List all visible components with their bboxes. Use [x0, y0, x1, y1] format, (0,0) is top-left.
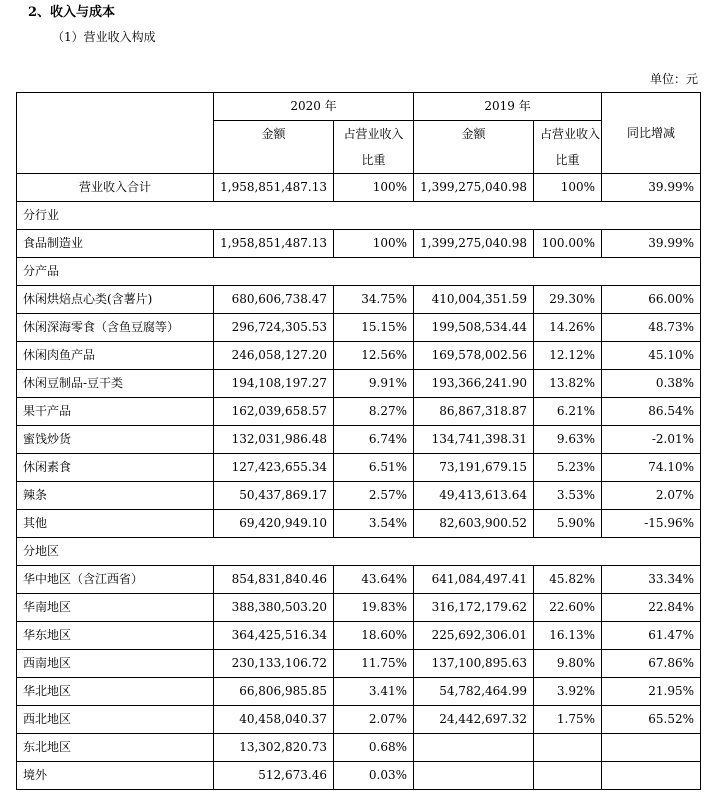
table-body — [17, 174, 701, 790]
row-label: 营业收入合计 — [17, 174, 214, 202]
table-row — [17, 678, 701, 706]
amount-2019: 1,399,275,040.98 — [414, 174, 534, 202]
ratio-2019: 13.82% — [534, 370, 602, 398]
table-row — [17, 370, 701, 398]
growth-rate: 0.38% — [602, 370, 701, 398]
ratio-2020: 3.41% — [334, 678, 414, 706]
ratio-2019: 3.53% — [534, 482, 602, 510]
ratio-2020: 8.27% — [334, 398, 414, 426]
amount-2019: 316,172,179.62 — [414, 594, 534, 622]
header-ratio-2019 — [534, 121, 602, 174]
ratio-2019: 29.30% — [534, 286, 602, 314]
header-year-2020: 2020 年 — [214, 93, 414, 121]
unit-label: 单位：元 — [649, 72, 698, 86]
table-row — [17, 314, 701, 342]
header-amount-2019 — [414, 121, 534, 174]
ratio-2020: 2.57% — [334, 482, 414, 510]
row-label: 食品制造业 — [17, 230, 214, 258]
row-label: 西北地区 — [17, 706, 214, 734]
amount-2020: 512,673.46 — [214, 762, 334, 790]
amount-2020: 246,058,127.20 — [214, 342, 334, 370]
row-label: 休闲豆制品-豆干类 — [17, 370, 214, 398]
amount-2019: 137,100,895.63 — [414, 650, 534, 678]
amount-2019: 134,741,398.31 — [414, 426, 534, 454]
ratio-2020: 15.15% — [334, 314, 414, 342]
section-label: 分地区 — [17, 538, 701, 566]
ratio-2020: 0.68% — [334, 734, 414, 762]
table-row — [17, 706, 701, 734]
table-row — [17, 454, 701, 482]
table-row — [17, 734, 701, 762]
ratio-2019: 1.75% — [534, 706, 602, 734]
amount-2020: 296,724,305.53 — [214, 314, 334, 342]
row-label: 其他 — [17, 510, 214, 538]
table-row — [17, 398, 701, 426]
ratio-2019 — [534, 762, 602, 790]
ratio-2019: 5.23% — [534, 454, 602, 482]
growth-rate: 22.84% — [602, 594, 701, 622]
amount-2020: 66,806,985.85 — [214, 678, 334, 706]
amount-2019: 86,867,318.87 — [414, 398, 534, 426]
amount-2019: 1,399,275,040.98 — [414, 230, 534, 258]
growth-rate: 61.47% — [602, 622, 701, 650]
ratio-2020: 9.91% — [334, 370, 414, 398]
ratio-2020: 18.60% — [334, 622, 414, 650]
amount-2020: 132,031,986.48 — [214, 426, 334, 454]
ratio-2019: 9.63% — [534, 426, 602, 454]
amount-2020: 680,606,738.47 — [214, 286, 334, 314]
ratio-2020: 3.54% — [334, 510, 414, 538]
table-row — [17, 230, 701, 258]
amount-2020: 854,831,840.46 — [214, 566, 334, 594]
ratio-2020: 6.74% — [334, 426, 414, 454]
amount-2020: 388,380,503.20 — [214, 594, 334, 622]
amount-2019: 193,366,241.90 — [414, 370, 534, 398]
ratio-2020: 100% — [334, 230, 414, 258]
growth-rate: 39.99% — [602, 174, 701, 202]
header-row-years — [17, 93, 701, 121]
amount-2020: 50,437,869.17 — [214, 482, 334, 510]
amount-2019: 199,508,534.44 — [414, 314, 534, 342]
growth-rate: 33.34% — [602, 566, 701, 594]
ratio-2019: 22.60% — [534, 594, 602, 622]
ratio-2020: 2.07% — [334, 706, 414, 734]
row-label: 辣条 — [17, 482, 214, 510]
growth-rate: 86.54% — [602, 398, 701, 426]
amount-2019: 225,692,306.01 — [414, 622, 534, 650]
growth-rate: 67.86% — [602, 650, 701, 678]
header-amount-2019-text: 金额 — [461, 127, 486, 141]
header-ratio-2020 — [334, 121, 414, 174]
header-ratio-2019-line1: 占营业收入 — [540, 127, 601, 141]
header-category-blank — [17, 93, 214, 174]
growth-rate: 2.07% — [602, 482, 701, 510]
ratio-2019: 3.92% — [534, 678, 602, 706]
ratio-2020: 6.51% — [334, 454, 414, 482]
ratio-2020: 11.75% — [334, 650, 414, 678]
amount-2020: 1,958,851,487.13 — [214, 174, 334, 202]
row-label: 休闲素食 — [17, 454, 214, 482]
amount-2019: 49,413,613.64 — [414, 482, 534, 510]
growth-rate — [602, 734, 701, 762]
amount-2019 — [414, 762, 534, 790]
table-row — [17, 566, 701, 594]
section-row — [17, 538, 701, 566]
amount-2020: 127,423,655.34 — [214, 454, 334, 482]
ratio-2020: 34.75% — [334, 286, 414, 314]
section-heading: 2、收入与成本 — [28, 5, 116, 20]
amount-2019: 641,084,497.41 — [414, 566, 534, 594]
row-label: 休闲深海零食（含鱼豆腐等） — [17, 314, 214, 342]
amount-2020: 69,420,949.10 — [214, 510, 334, 538]
table-row — [17, 650, 701, 678]
header-year-2019: 2019 年 — [414, 93, 602, 121]
table-row — [17, 482, 701, 510]
amount-2019: 410,004,351.59 — [414, 286, 534, 314]
table-row — [17, 622, 701, 650]
row-label: 休闲烘焙点心类(含薯片) — [17, 286, 214, 314]
ratio-2019: 6.21% — [534, 398, 602, 426]
row-label: 华南地区 — [17, 594, 214, 622]
growth-rate: 66.00% — [602, 286, 701, 314]
row-label: 蜜饯炒货 — [17, 426, 214, 454]
ratio-2019: 14.26% — [534, 314, 602, 342]
section-row — [17, 258, 701, 286]
amount-2020: 230,133,106.72 — [214, 650, 334, 678]
table-row — [17, 510, 701, 538]
amount-2019 — [414, 734, 534, 762]
table-row — [17, 762, 701, 790]
ratio-2019: 5.90% — [534, 510, 602, 538]
ratio-2020: 19.83% — [334, 594, 414, 622]
growth-rate: 39.99% — [602, 230, 701, 258]
ratio-2019: 12.12% — [534, 342, 602, 370]
amount-2019: 73,191,679.15 — [414, 454, 534, 482]
row-label: 休闲肉鱼产品 — [17, 342, 214, 370]
header-ratio-2020-line2: 比重 — [361, 153, 386, 167]
growth-rate: 45.10% — [602, 342, 701, 370]
revenue-composition-table — [16, 92, 701, 790]
table-header — [17, 93, 701, 174]
section-label: 分产品 — [17, 258, 701, 286]
section-row — [17, 202, 701, 230]
growth-rate: 74.10% — [602, 454, 701, 482]
growth-rate: -2.01% — [602, 426, 701, 454]
table-row — [17, 426, 701, 454]
growth-rate: 48.73% — [602, 314, 701, 342]
amount-2019: 54,782,464.99 — [414, 678, 534, 706]
table-row — [17, 286, 701, 314]
section-label: 分行业 — [17, 202, 701, 230]
growth-rate: 21.95% — [602, 678, 701, 706]
header-amount-2020 — [214, 121, 334, 174]
amount-2019: 82,603,900.52 — [414, 510, 534, 538]
amount-2020: 40,458,040.37 — [214, 706, 334, 734]
total-row — [17, 174, 701, 202]
ratio-2020: 12.56% — [334, 342, 414, 370]
row-label: 华北地区 — [17, 678, 214, 706]
header-growth: 同比增减 — [602, 93, 701, 174]
table-row — [17, 594, 701, 622]
ratio-2019: 9.80% — [534, 650, 602, 678]
amount-2020: 162,039,658.57 — [214, 398, 334, 426]
ratio-2019: 16.13% — [534, 622, 602, 650]
header-amount-2020-text: 金额 — [261, 127, 286, 141]
ratio-2019 — [534, 734, 602, 762]
row-label: 西南地区 — [17, 650, 214, 678]
growth-rate: 65.52% — [602, 706, 701, 734]
ratio-2020: 100% — [334, 174, 414, 202]
subsection-heading: （1）营业收入构成 — [52, 30, 156, 44]
amount-2020: 1,958,851,487.13 — [214, 230, 334, 258]
amount-2020: 364,425,516.34 — [214, 622, 334, 650]
amount-2020: 13,302,820.73 — [214, 734, 334, 762]
row-label: 境外 — [17, 762, 214, 790]
amount-2019: 169,578,002.56 — [414, 342, 534, 370]
growth-rate — [602, 762, 701, 790]
growth-rate: -15.96% — [602, 510, 701, 538]
ratio-2019: 100% — [534, 174, 602, 202]
row-label: 果干产品 — [17, 398, 214, 426]
row-label: 华中地区（含江西省） — [17, 566, 214, 594]
row-label: 华东地区 — [17, 622, 214, 650]
header-ratio-2020-line1: 占营业收入 — [343, 127, 404, 141]
amount-2019: 24,442,697.32 — [414, 706, 534, 734]
ratio-2020: 0.03% — [334, 762, 414, 790]
header-ratio-2019-line2: 比重 — [555, 153, 580, 167]
amount-2020: 194,108,197.27 — [214, 370, 334, 398]
table-row — [17, 342, 701, 370]
ratio-2019: 100.00% — [534, 230, 602, 258]
row-label: 东北地区 — [17, 734, 214, 762]
ratio-2019: 45.82% — [534, 566, 602, 594]
ratio-2020: 43.64% — [334, 566, 414, 594]
